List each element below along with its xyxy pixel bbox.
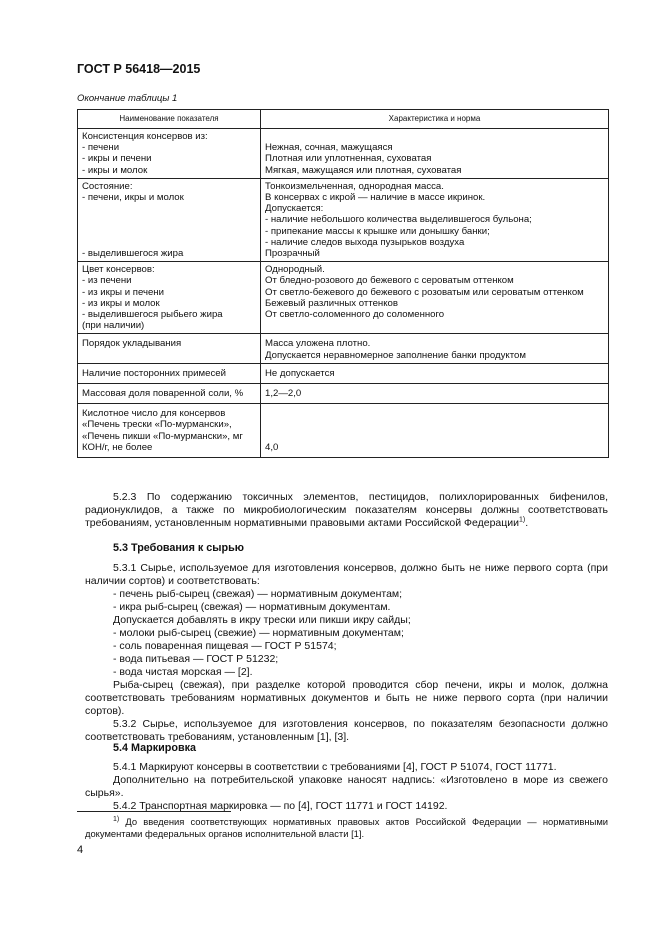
cell-line: Бежевый различных оттенков: [265, 297, 398, 309]
cell-text: Кислотное число для консервов «Печень трески «По-мурмански», «Печень пикши «По-мурмански», мг КОН/г, не более: [82, 408, 243, 453]
cell-line: - икры и молок: [82, 164, 148, 176]
paragraph-5-3-1: 5.3.1 Сырье, используемое для изготовления консервов, должно быть не ниже первого сорта (при наличии сортов) и соответствовать:: [85, 562, 608, 587]
row-value-cell: [261, 262, 609, 334]
cell-line: Мягкая, мажущаяся или плотная, суховатая: [265, 164, 462, 176]
paragraph-5-4-2: 5.4.2 Транспортная маркировка — по [4], ГОСТ 11771 и ГОСТ 14192.: [113, 800, 448, 812]
heading-5-4: 5.4 Маркировка: [113, 742, 197, 754]
cell-line: Прозрачный: [265, 248, 320, 260]
cell-line: Цвет консервов:: [82, 264, 155, 276]
paragraph-allow: Допускается добавлять в икру трески или пикши икру сайды;: [113, 614, 411, 626]
cell-line: Консистенция консервов из:: [82, 131, 208, 142]
footnote-divider: [77, 811, 231, 812]
list-item: - вода питьевая — ГОСТ Р 51232;: [113, 653, 279, 665]
table-header-row: [78, 110, 609, 129]
cell-line: Плотная или уплотненная, суховатая: [265, 153, 432, 165]
row-name-cell: [78, 129, 261, 179]
spacer: [82, 226, 256, 237]
cell-line: Допускается неравномерное заполнение банки продуктом: [265, 349, 526, 361]
paragraph-additional: Дополнительно на потребительской упаковке наносят надпись: «Изготовлено в море из свежего сырья».: [85, 774, 608, 799]
list-item: - молоки рыб-сырец (свежие) — нормативным документам;: [113, 627, 404, 639]
row-value-cell: [261, 178, 609, 261]
list-item: - соль поваренная пищевая — ГОСТ Р 51574;: [113, 640, 337, 652]
cell-line: (при наличии): [82, 320, 145, 332]
paragraph-5-2-3: 5.2.3 По содержанию токсичных элементов, пестицидов, полихлорированных бифенилов, радионуклидов, а также по микробиологическим показателям консервы должны соответствовать требованиям, установленным нормативными правовыми актами Российской Федерации$^{1)}$.: [85, 491, 608, 529]
paragraph-raw-fish: Рыба-сырец (свежая), при разделке которой проводится сбор печени, икры и молок, должна соответствовать требованиям нормативных документов и быть не ниже первого сорта (при наличии сортов).: [85, 679, 608, 717]
cell-line: 1,2—2,0: [265, 388, 302, 400]
section-5-3-text: [85, 562, 608, 744]
cell-line: От светло-соломенного до соломенного: [265, 309, 445, 321]
cell-line: - из печени: [82, 275, 132, 287]
cell-line: Нежная, сочная, мажущаяся: [265, 142, 393, 154]
cell-line: 4,0: [265, 441, 279, 453]
row-name-cell: [78, 262, 261, 334]
list-item: - икра рыб-сырец (свежая) — нормативным документам.: [113, 601, 391, 613]
paragraph-text: 5.2.3 По содержанию токсичных элементов, пестицидов, полихлорированных бифенилов, радионуклидов, а также по микробиологическим показателям консервы должны соответствовать требованиям, установленным нормативными правовыми актами Российской Федерации: [85, 491, 608, 529]
footnote: [85, 816, 608, 839]
cell-line: - печени: [82, 142, 120, 154]
row-name-cell: [78, 363, 261, 383]
row-name-cell: [78, 404, 261, 458]
column-header-value: Характеристика и норма: [261, 110, 609, 129]
row-name-cell: [78, 384, 261, 404]
document-header: ГОСТ Р 56418—2015: [77, 62, 201, 76]
main-text: [85, 491, 608, 530]
row-value-cell: [261, 129, 609, 179]
table-row-state: [78, 178, 609, 261]
cell-line: - печени, икры и молок: [82, 192, 184, 204]
list-item: - печень рыб-сырец (свежая) — нормативным документам;: [113, 588, 403, 600]
heading-5-3: 5.3 Требования к сырью: [113, 542, 244, 554]
spacer: [82, 214, 256, 225]
row-value-cell: [261, 404, 609, 458]
cell-line: В консервах с икрой — наличие в массе икринок.: [265, 192, 486, 204]
table-row-color: [78, 262, 609, 334]
table-row-impurities: [78, 363, 609, 383]
characteristics-table: [77, 109, 609, 458]
cell-line: Допускается:: [265, 203, 324, 215]
cell-line: Масса уложена плотно.: [265, 338, 371, 350]
table-row-consistency: [78, 129, 609, 179]
cell-line: [265, 131, 604, 142]
cell-line: Состояние:: [82, 180, 133, 192]
column-header-name: Наименование показателя: [78, 110, 261, 129]
table-row-salt: [78, 384, 609, 404]
footnote-text: [85, 816, 608, 839]
table-row-acid-number: [78, 404, 609, 458]
spacer: [82, 237, 256, 248]
cell-line: Тонкоизмельченная, однородная масса.: [265, 180, 444, 192]
paragraph-5-3-2: 5.3.2 Сырье, используемое для изготовления консервов, по показателям безопасности должно соответствовать требованиям, установленным [1], [3].: [85, 718, 608, 743]
table-row-packing: [78, 334, 609, 363]
section-5-4: [85, 742, 608, 755]
cell-line: Порядок укладывания: [82, 338, 182, 350]
cell-line: - икры и печени: [82, 153, 152, 165]
cell-line: Однородный.: [265, 264, 325, 276]
cell-line: Массовая доля поваренной соли, %: [82, 388, 244, 400]
footnote-ref: 1): [519, 516, 526, 524]
row-value-cell: [261, 384, 609, 404]
cell-line: Наличие посторонних примесей: [82, 367, 226, 379]
section-5-3: [85, 542, 608, 555]
cell-line: От светло-бежевого до бежевого с розоватым или сероватым оттенком: [265, 286, 584, 298]
paragraph-5-4-1: 5.4.1 Маркируют консервы в соответствии с требованиями [4], ГОСТ Р 51074, ГОСТ 11771.: [113, 761, 557, 773]
footnote-body: До введения соответствующих нормативных правовых актов Российской Федерации — нормативными документами федеральных органов исполнительной власти [1].: [85, 816, 608, 839]
section-5-4-text: [85, 761, 608, 813]
cell-line: - из икры и печени: [82, 286, 164, 298]
cell-line: - припекание массы к крышке или донышку банки;: [265, 225, 490, 237]
footnote-mark: 1): [113, 815, 120, 823]
row-value-cell: [261, 334, 609, 363]
cell-line: - наличие следов выхода пузырьков воздуха: [265, 236, 465, 248]
cell-line: - выделившегося жира: [82, 248, 184, 260]
row-name-cell: [78, 334, 261, 363]
row-name-cell: [78, 178, 261, 261]
list-item: - вода чистая морская — [2].: [113, 666, 253, 678]
cell-line: - выделившегося рыбьего жира: [82, 309, 223, 321]
page-number: 4: [77, 844, 84, 856]
row-value-cell: [261, 363, 609, 383]
cell-line: Не допускается: [265, 367, 335, 379]
cell-line: - наличие небольшого количества выделившегося бульона;: [265, 214, 532, 226]
cell-line: - из икры и молок: [82, 297, 160, 309]
cell-line: От бледно-розового до бежевого с сероватым оттенком: [265, 275, 514, 287]
table-caption: Окончание таблицы 1: [77, 93, 178, 104]
spacer: [82, 203, 256, 214]
